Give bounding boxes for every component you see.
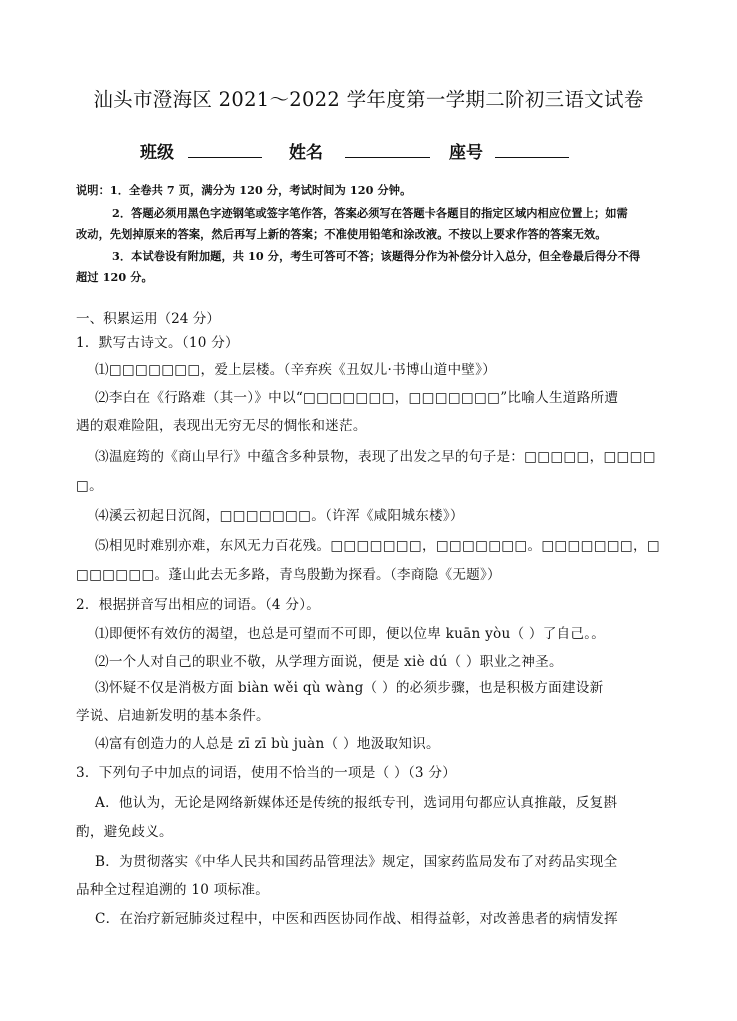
question-item: ⑵一个人对自己的职业不敬，从学理方面说，便是 xiè dú（ ）职业之神圣。 [95,654,563,670]
question-item-continued: 学说、启迪新发明的基本条件。 [76,708,270,724]
question-heading: 2．根据拼音写出相应的词语。（4 分）。 [76,597,321,613]
section-heading: 一、积累运用（24 分） [76,311,220,327]
choice-option: A．他认为，无论是网络新媒体还是传统的报纸专刊，选词用句都应认真推敲，反复斟 [95,795,618,811]
name-blank [345,157,430,158]
question-item-continued: □□□□□□。蓬山此去无多路，青鸟殷勤为探看。（李商隐《无题》） [76,567,501,583]
question-item: ⑷溪云初起日沉阁，□□□□□□□。（许浑《咸阳城东楼》） [95,508,464,524]
seat-blank [495,157,569,158]
question-item-continued: □。 [76,478,103,494]
class-blank [188,157,262,158]
name-label: 姓名 [289,143,323,163]
instruction-line: 说明：1．全卷共 7 页，满分为 120 分，考试时间为 120 分钟。 [76,183,412,197]
question-item-continued: 遇的艰难险阻，表现出无穷无尽的惆怅和迷茫。 [76,418,367,434]
choice-option-continued: 酌，避免歧义。 [76,824,173,840]
question-heading: 1．默写古诗文。（10 分） [76,335,239,351]
question-heading: 3．下列句子中加点的词语，使用不恰当的一项是（ ）（3 分） [76,765,457,781]
question-item: ⑶温庭筠的《商山早行》中蕴含多种景物，表现了出发之早的句子是：□□□□□，□□□□ [95,449,656,465]
seat-label: 座号 [449,143,483,163]
instruction-line: 改动，先划掉原来的答案，然后再写上新的答案；不准使用铅笔和涂改液。不按以上要求作答的答案无效。 [76,227,607,241]
choice-option-continued: 品种全过程追溯的 10 项标准。 [76,882,270,898]
question-item: ⑵李白在《行路难（其一）》中以“□□□□□□□，□□□□□□□”比喻人生道路所遭 [95,390,619,406]
instruction-line: 超过 120 分。 [76,270,153,284]
choice-option: C．在治疗新冠肺炎过程中，中医和西医协同作战、相得益彰，对改善患者的病情发挥 [95,911,618,927]
question-item: ⑶怀疑不仅是消极方面 biàn wěi qù wàng（ ）的必须步骤，也是积极方面建设新 [95,680,604,696]
question-item: ⑷富有创造力的人总是 zī zī bù juàn（ ）地汲取知识。 [95,736,440,752]
instruction-line: 3．本试卷设有附加题，共 10 分，考生可答可不答；该题得分作为补偿分计入总分，但全卷最后得分不得 [112,249,641,263]
choice-option: B．为贯彻落实《中华人民共和国药品管理法》规定，国家药监局发布了对药品实现全 [95,854,618,870]
question-item: ⑴即便怀有效仿的渴望，也总是可望而不可即，便以位卑 kuān yòu（ ）了自己。。 [95,626,606,642]
question-item: ⑴□□□□□□□，爱上层楼。（辛弃疾《丑奴儿·书博山道中壁》） [95,362,497,378]
instruction-line: 2．答题必须用黑色字迹钢笔或签字笔作答，答案必须写在答题卡各题目的指定区域内相应位置上；如需 [112,206,628,220]
exam-title: 汕头市澄海区 2021～2022 学年度第一学期二阶初三语文试卷 [93,88,644,111]
class-label: 班级 [140,143,174,163]
question-item: ⑸相见时难别亦难，东风无力百花残。□□□□□□□，□□□□□□□。□□□□□□□，□ [95,538,660,554]
